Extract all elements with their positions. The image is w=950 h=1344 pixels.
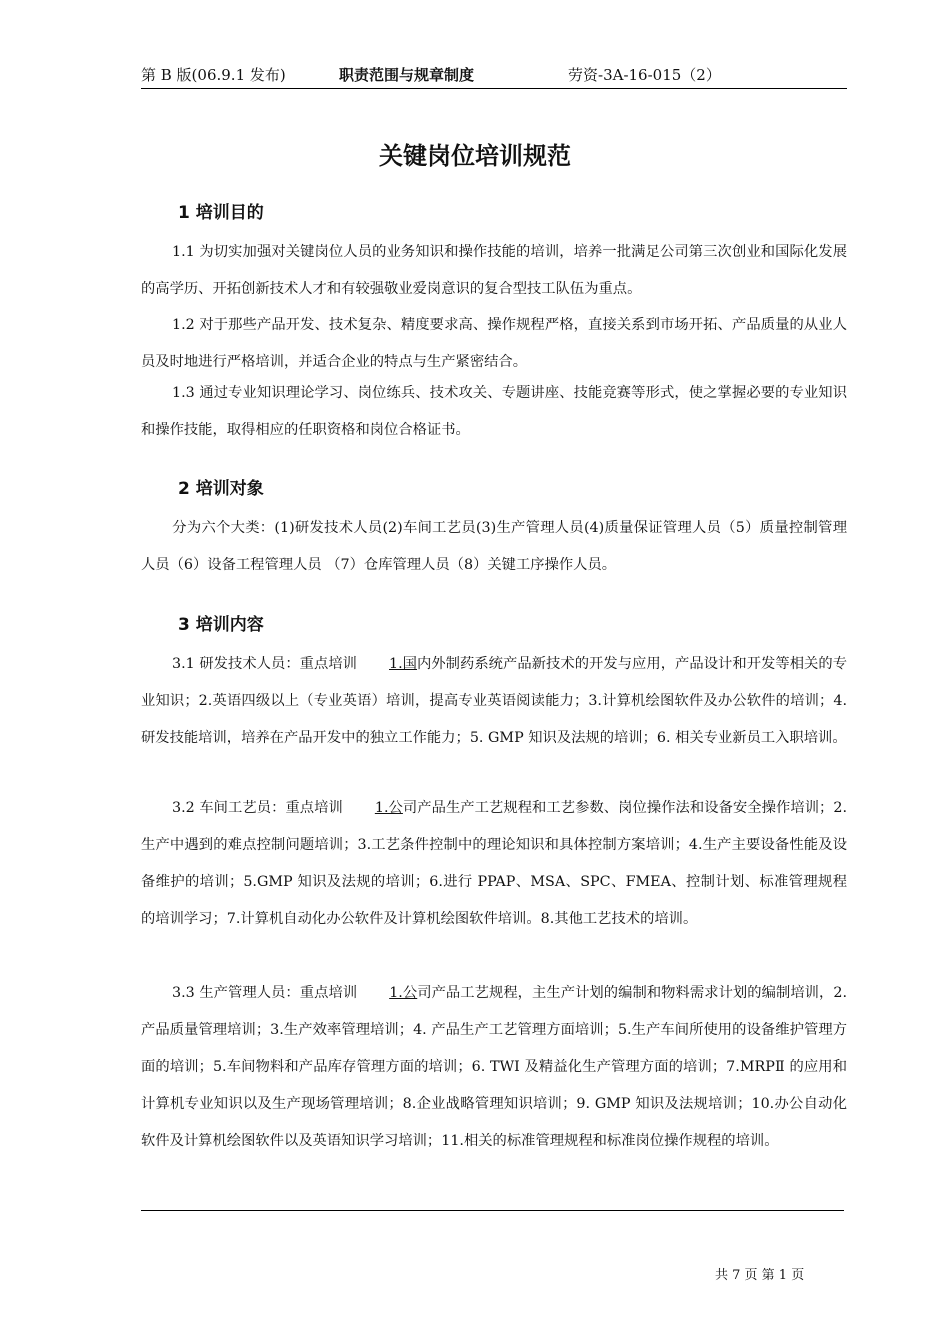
paragraph-2-1 xyxy=(141,510,847,584)
section-3-heading: 3 培训内容 xyxy=(178,615,264,635)
paragraph-1-2 xyxy=(141,307,847,381)
paragraph-1-1-text: 1.1 为切实加强对关键岗位人员的业务知识和操作技能的培训，培养一批满足公司第三次创业和国际化发展的高学历、开拓创新技术人才和有较强敬业爱岗意识的复合型技工队伍为重点。 xyxy=(141,244,847,297)
page-number: 共 7 页 第 1 页 xyxy=(715,1268,805,1283)
page-header xyxy=(141,64,847,89)
paragraph-3-3-underlined: 1.公 xyxy=(389,985,418,1001)
document-title: 关键岗位培训规范 xyxy=(379,142,571,170)
paragraph-3-2 xyxy=(141,790,847,938)
paragraph-1-3-text: 1.3 通过专业知识理论学习、岗位练兵、技术攻关、专题讲座、技能竞赛等形式，使之掌握必要的专业知识和操作技能，取得相应的任职资格和岗位合格证书。 xyxy=(141,385,847,438)
section-1-heading: 1 培训目的 xyxy=(178,203,264,223)
header-category: 职责范围与规章制度 xyxy=(339,66,475,84)
paragraph-3-1-lead: 3.1 研发技术人员：重点培训 xyxy=(172,656,357,672)
paragraph-1-3 xyxy=(141,375,847,449)
paragraph-3-3 xyxy=(141,975,847,1160)
paragraph-3-3-lead: 3.3 生产管理人员：重点培训 xyxy=(172,985,358,1001)
paragraph-3-1-underlined: 1.国 xyxy=(389,656,418,672)
paragraph-3-2-underlined: 1.公 xyxy=(374,800,403,816)
paragraph-1-1 xyxy=(141,234,847,308)
paragraph-3-2-lead: 3.2 车间工艺员：重点培训 xyxy=(172,800,343,816)
paragraph-3-1 xyxy=(141,646,847,757)
paragraph-3-3-text: 司产品工艺规程，主生产计划的编制和物料需求计划的编制培训，2.产品质量管理培训；3.生产效率管理培训；4. 产品生产工艺管理方面培训；5.生产车间所使用的设备维护管理方面的培训；5.车间物料和产品库存管理方面的培训；6. TWI 及精益化生产管理方面的培训；7.MRPⅡ 的应用和计算机专业知识以及生产现场管理培训；8.企业战略管理知识培训；9. GMP 知识及法规培训；10.办公自动化软件及计算机绘图软件以及英语知识学习培训；11.相关的标准管理规程和标准岗位操作规程的培训。 xyxy=(141,985,848,1149)
footer-divider xyxy=(141,1210,844,1211)
header-doc-number: 劳资-3A-16-015（2） xyxy=(568,66,721,84)
paragraph-1-2-text: 1.2 对于那些产品开发、技术复杂、精度要求高、操作规程严格，直接关系到市场开拓、产品质量的从业人员及时地进行严格培训，并适合企业的特点与生产紧密结合。 xyxy=(141,317,847,370)
paragraph-2-1-text: 分为六个大类：(1)研发技术人员(2)车间工艺员(3)生产管理人员(4)质量保证管理人员（5）质量控制管理人员（6）设备工程管理人员 （7）仓库管理人员（8）关键工序操作人员。 xyxy=(141,520,847,573)
header-edition: 第 B 版(06.9.1 发布) xyxy=(141,66,286,84)
paragraph-3-2-text: 司产品生产工艺规程和工艺参数、岗位操作法和设备安全操作培训；2.生产中遇到的难点控制问题培训；3.工艺条件控制中的理论知识和具体控制方案培训；4.生产主要设备性能及设备维护的培训；5.GMP 知识及法规的培训；6.进行 PPAP、MSA、SPC、FMEA、控制计划、标准管理规程的培训学习；7.计算机自动化办公软件及计算机绘图软件培训。8.其他工艺技术的培训。 xyxy=(141,800,847,927)
section-2-heading: 2 培训对象 xyxy=(178,479,264,499)
paragraph-3-1-text: 内外制药系统产品新技术的开发与应用，产品设计和开发等相关的专业知识；2.英语四级以上（专业英语）培训，提高专业英语阅读能力；3.计算机绘图软件及办公软件的培训；4.研发技能培训，培养在产品开发中的独立工作能力；5. GMP 知识及法规的培训；6. 相关专业新员工入职培训。 xyxy=(141,656,848,746)
